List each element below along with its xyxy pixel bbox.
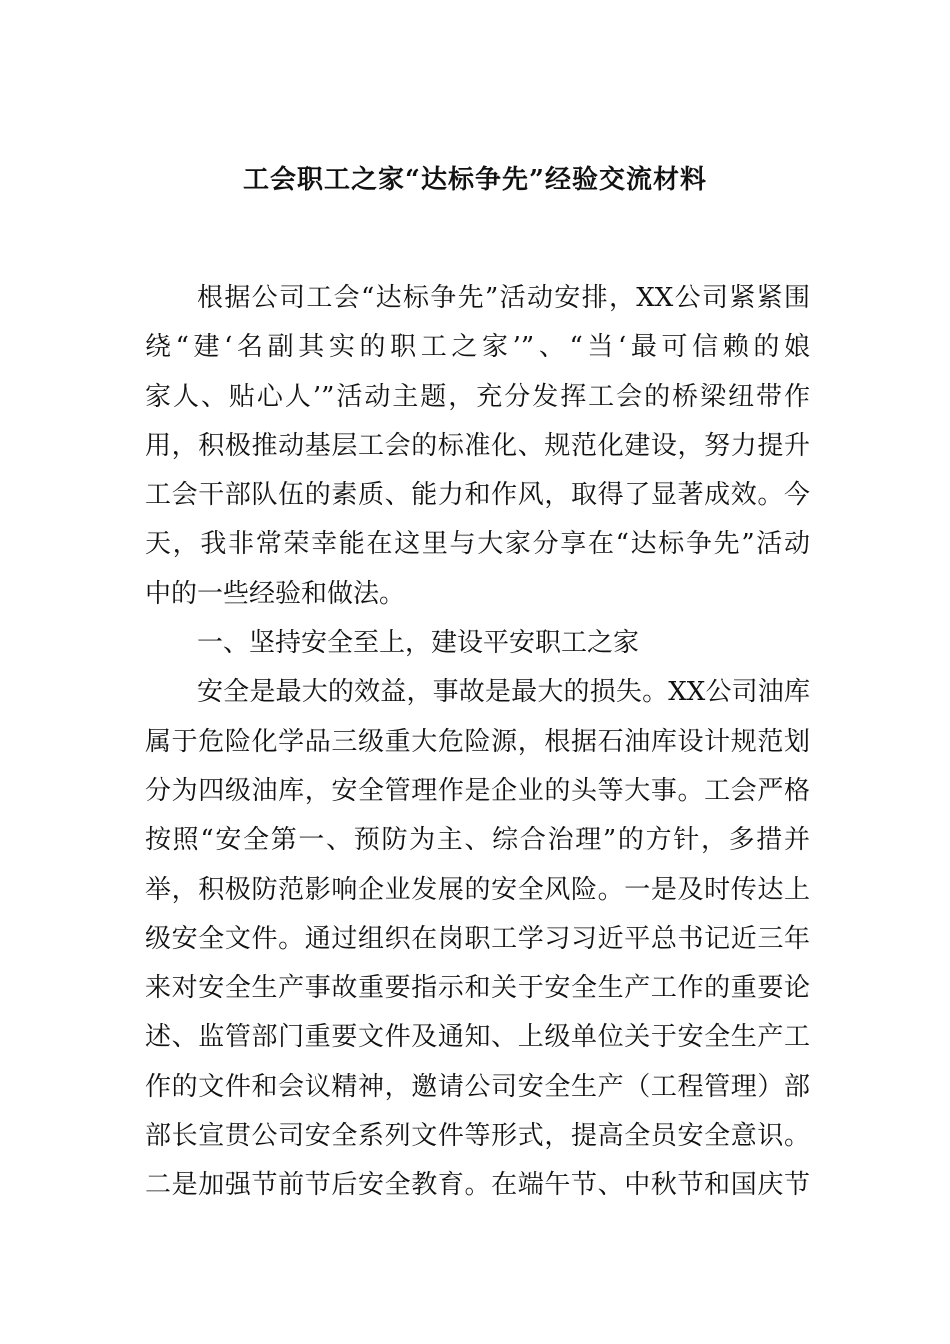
paragraph-line: 属于危险化学品三级重大危险源，根据石油库设计规范划 bbox=[145, 726, 810, 757]
paragraph-line: 按照“安全第一、预防为主、综合治理”的方针，多措并 bbox=[145, 825, 810, 856]
paragraph-line: 家人、贴心人’”活动主题，充分发挥工会的桥梁纽带作 bbox=[145, 381, 810, 412]
paragraph-line: 述、监管部门重要文件及通知、上级单位关于安全生产工 bbox=[145, 1022, 810, 1053]
paragraph-line: 来对安全生产事故重要指示和关于安全生产工作的重要论 bbox=[145, 973, 810, 1004]
section-heading: 一、坚持安全至上，建设平安职工之家 bbox=[197, 628, 640, 659]
paragraph-line: 二是加强节前节后安全教育。在端午节、中秋节和国庆节 bbox=[145, 1170, 810, 1201]
paragraph-line: 级安全文件。通过组织在岗职工学习习近平总书记近三年 bbox=[145, 923, 810, 954]
paragraph-line: 用，积极推动基层工会的标准化、规范化建设，努力提升 bbox=[145, 430, 810, 461]
paragraph-line: 绕“建‘名副其实的职工之家’”、“当‘最可信赖的娘 bbox=[145, 332, 810, 363]
paragraph-line: 分为四级油库，安全管理作是企业的头等大事。工会严格 bbox=[145, 775, 810, 806]
document-title: 工会职工之家“达标争先”经验交流材料 bbox=[243, 165, 707, 195]
paragraph-line: 工会干部队伍的素质、能力和作风，取得了显著成效。今 bbox=[145, 480, 810, 511]
paragraph-line: 安全是最大的效益，事故是最大的损失。XX公司油库 bbox=[197, 677, 810, 708]
paragraph-line: 举，积极防范影响企业发展的安全风险。一是及时传达上 bbox=[145, 874, 810, 905]
paragraph-line: 部长宣贯公司安全系列文件等形式，提高全员安全意识。 bbox=[145, 1121, 810, 1152]
paragraph-line: 中的一些经验和做法。 bbox=[145, 578, 406, 609]
paragraph-line: 作的文件和会议精神，邀请公司安全生产（工程管理）部 bbox=[145, 1071, 810, 1102]
document-body bbox=[145, 274, 810, 1211]
paragraph-line: 天，我非常荣幸能在这里与大家分享在“达标争先”活动 bbox=[145, 529, 810, 560]
paragraph-line: 根据公司工会“达标争先”活动安排，XX公司紧紧围 bbox=[197, 283, 810, 313]
